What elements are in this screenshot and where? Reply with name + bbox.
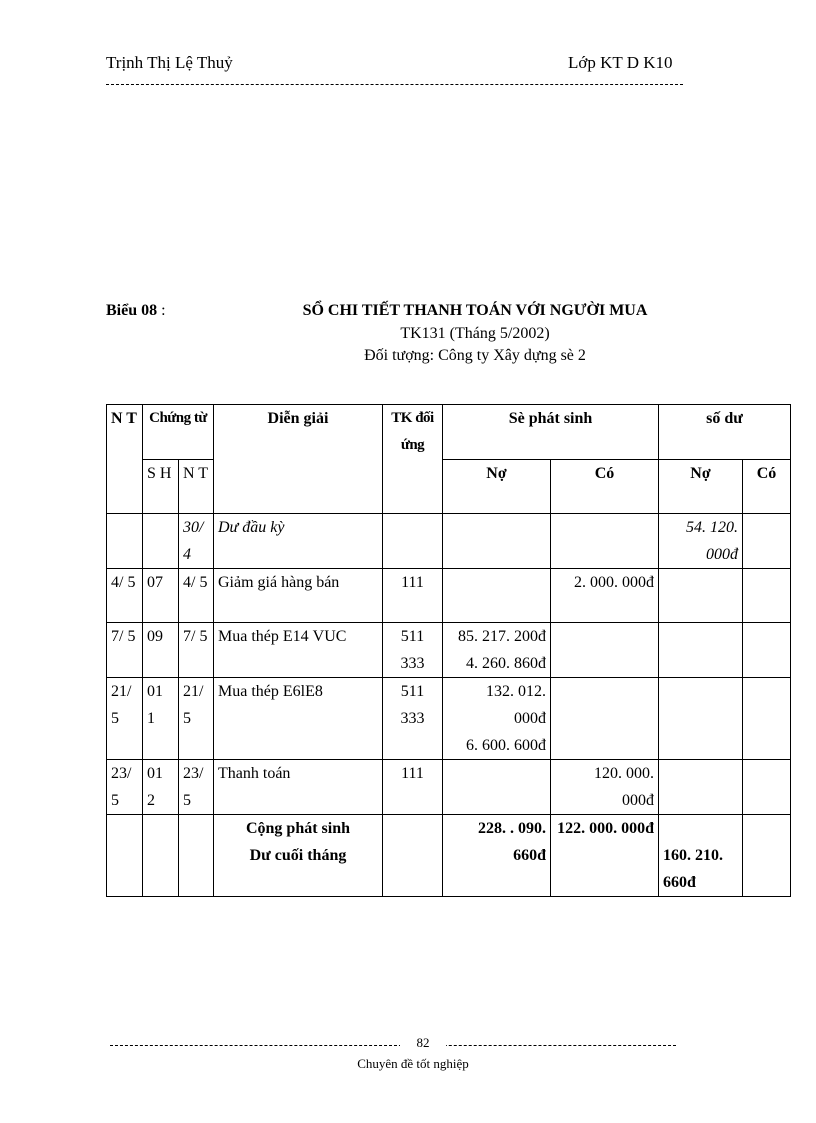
row-date: 7/ 5 <box>107 623 143 678</box>
table-row <box>107 569 791 623</box>
header-nt2: N T <box>179 460 214 514</box>
row-date: 4/ 5 <box>107 569 143 623</box>
header-credit: Có <box>551 460 659 514</box>
row-description: Giảm giá hàng bán <box>214 569 383 623</box>
header-voucher: Chứng từ <box>143 405 214 460</box>
header-divider <box>106 84 683 85</box>
row-description: Mua thép Ε6lΕ8 <box>214 678 383 760</box>
row-voucher-date: 23/ 5 <box>179 760 214 815</box>
row-date: 23/ 5 <box>107 760 143 815</box>
row-voucher-no: 07 <box>143 569 179 623</box>
row-voucher-date: 7/ 5 <box>179 623 214 678</box>
totals-credit: 122. 000. 000đ <box>551 815 659 897</box>
opening-description: Dư đầu kỳ <box>214 514 383 569</box>
ledger-title: SỔ CHI TIẾT THANH TOÁN VỚI NGƯỜI MUA <box>302 302 648 319</box>
header-debit: Nợ <box>443 460 551 514</box>
row-account: 511 333 <box>383 623 443 678</box>
header-balance-debit: Nợ <box>659 460 743 514</box>
table-row <box>107 678 791 760</box>
opening-row <box>107 514 791 569</box>
closing-balance-debit: 160. 210. 660đ <box>659 815 743 897</box>
totals-description <box>214 815 383 897</box>
class-name: Lớp KT D K10 <box>568 53 673 72</box>
header-turnover: Sè phát sinh <box>443 405 659 460</box>
row-description: Mua thép Ε14 VUC <box>214 623 383 678</box>
header-account: TK đối ứng <box>383 405 443 514</box>
opening-date: 30/ 4 <box>179 514 214 569</box>
header-row-1 <box>107 405 791 460</box>
totals-label-turnover: Cộng phát sinh <box>245 820 351 837</box>
row-debit: 85. 217. 200đ 4. 260. 860đ <box>443 623 551 678</box>
table-row <box>107 623 791 678</box>
page-number: 82 <box>400 1035 446 1051</box>
totals-debit: 228. . 090. 660đ <box>443 815 551 897</box>
table-row <box>107 760 791 815</box>
row-account: 111 <box>383 569 443 623</box>
header-description: Diễn giải <box>214 405 383 514</box>
footer-text: Chuyên đề tốt nghiệp <box>357 1056 469 1071</box>
header-sh: S H <box>143 460 179 514</box>
row-voucher-date: 21/ 5 <box>179 678 214 760</box>
row-voucher-no: 01 1 <box>143 678 179 760</box>
header-nt: N T <box>107 405 143 514</box>
header-balance: số dư <box>659 405 791 460</box>
row-voucher-no: 09 <box>143 623 179 678</box>
totals-row <box>107 815 791 897</box>
row-account: 111 <box>383 760 443 815</box>
ledger-table <box>106 404 791 897</box>
row-debit <box>443 760 551 815</box>
ledger-subject: Đối tượng: Công ty Xây dựng sè 2 <box>364 347 586 364</box>
row-credit <box>551 623 659 678</box>
footer-divider <box>110 1045 676 1046</box>
row-debit: 132. 012. 000đ 6. 600. 600đ <box>443 678 551 760</box>
row-credit: 2. 000. 000đ <box>551 569 659 623</box>
opening-balance-debit: 54. 120. 000đ <box>659 514 743 569</box>
header-balance-credit: Có <box>743 460 791 514</box>
row-credit: 120. 000. 000đ <box>551 760 659 815</box>
form-label-colon: : <box>161 302 166 319</box>
row-credit <box>551 678 659 760</box>
row-date: 21/ 5 <box>107 678 143 760</box>
row-account: 511 333 <box>383 678 443 760</box>
account-period: TK131 (Tháng 5/2002) <box>400 325 550 342</box>
totals-label-closing: Dư cuối tháng <box>249 847 347 864</box>
row-voucher-date: 4/ 5 <box>179 569 214 623</box>
row-debit <box>443 569 551 623</box>
header-row-2 <box>107 460 791 514</box>
author-name: Trịnh Thị Lệ Thuỷ <box>106 53 233 72</box>
row-description: Thanh toán <box>214 760 383 815</box>
form-label-text: Biểu 08 <box>106 302 158 319</box>
form-label <box>106 302 166 320</box>
row-voucher-no: 01 2 <box>143 760 179 815</box>
